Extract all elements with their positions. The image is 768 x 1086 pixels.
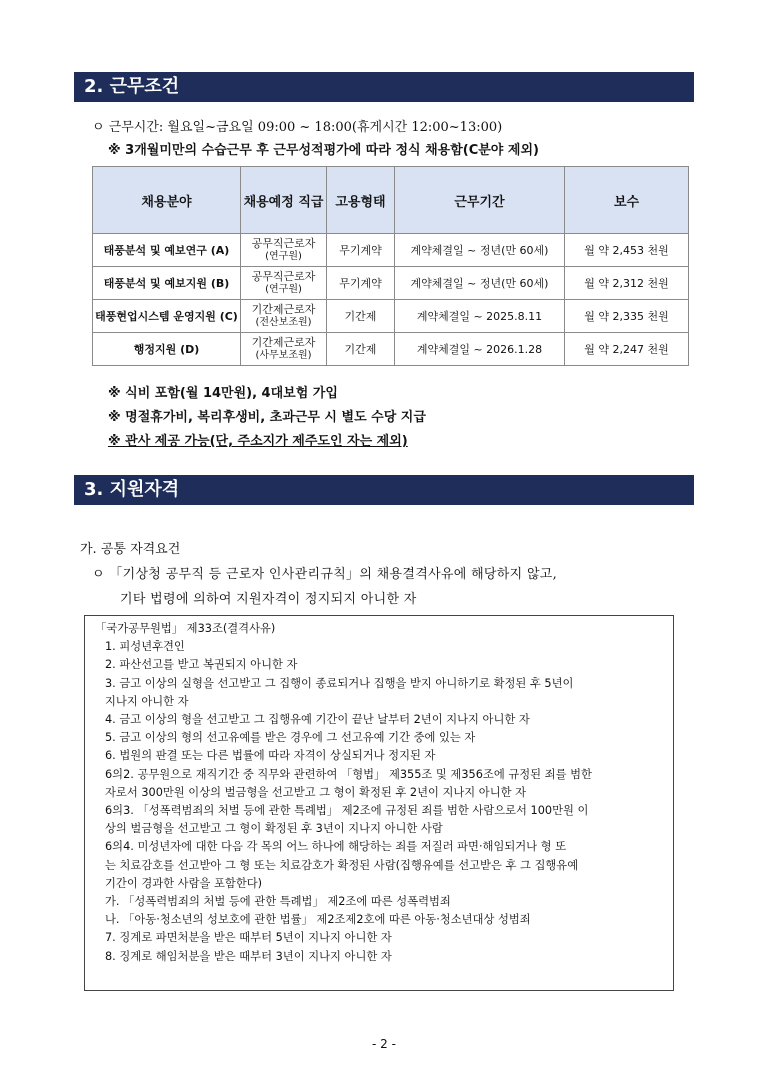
- clause-4: 4. 금고 이상의 형을 선고받고 그 집행유예 기간이 끝난 날부터 2년이 지나지 아니한 자: [105, 713, 530, 727]
- note-meal: ※ 식비 포함(월 14만원), 4대보험 가입: [108, 386, 338, 401]
- cell-grade: [241, 300, 327, 333]
- cell-field: 태풍분석 및 예보지원 (B): [93, 267, 241, 300]
- clause-6: 6. 법원의 판결 또는 다른 법률에 따라 자격이 상실되거나 정지된 자: [105, 749, 436, 763]
- grade-text: 기간제근로자: [251, 336, 316, 349]
- cell-pay: 월 약 2,312 천원: [565, 267, 689, 300]
- cell-period: 계약체결일 ~ 정년(만 60세): [395, 267, 565, 300]
- clause-6-4-na: 나. 「아동·청소년의 성보호에 관한 법률」 제2조제2호에 따른 아동·청소년대상 성범죄: [105, 913, 531, 927]
- clause-1: 1. 피성년후견인: [105, 640, 185, 654]
- cell-type: 기간제: [327, 300, 395, 333]
- requirement-line-1: ㅇ 「기상청 공무직 등 근로자 인사관리규칙」의 채용결격사유에 해당하지 않고,: [92, 567, 558, 582]
- common-requirements-title: 가. 공통 자격요건: [80, 542, 181, 557]
- cell-grade: [241, 333, 327, 366]
- cell-type: 기간제: [327, 333, 395, 366]
- section-2-header: 2. 근무조건: [74, 72, 694, 102]
- clause-6-4-cont: 는 치료감호를 선고받아 그 형 또는 치료감호가 확정된 사람(집행유예를 선고받은 후 그 집행유예: [105, 858, 579, 872]
- clause-8: 8. 징계로 해임처분을 받은 때부터 3년이 지나지 아니한 자: [105, 949, 392, 963]
- cell-period: 계약체결일 ~ 2025.8.11: [395, 300, 565, 333]
- page-number: - 2 -: [372, 1037, 396, 1051]
- clause-6-2: 6의2. 공무원으로 재직기간 중 직무와 관련하여 「형법」 제355조 및 제356조에 규정된 죄를 범한: [105, 767, 592, 781]
- requirement-line-2: 기타 법령에 의하여 지원자격이 정지되지 아니한 자: [120, 592, 417, 607]
- note-allowance: ※ 명절휴가비, 복리후생비, 초과근무 시 별도 수당 지급: [108, 410, 426, 425]
- clause-6-3-cont: 상의 벌금형을 선고받고 그 형이 확정된 후 3년이 지나지 아니한 사람: [105, 822, 443, 836]
- cell-field: 행정지원 (D): [93, 333, 241, 366]
- table-header-row: [93, 167, 689, 234]
- section-3-header: 3. 지원자격: [74, 475, 694, 505]
- clause-6-4-cont2: 기간이 경과한 사람을 포함한다): [105, 876, 263, 890]
- grade-sub: (연구원): [265, 251, 302, 262]
- cell-field: 태풍분석 및 예보연구 (A): [93, 234, 241, 267]
- table-row: [93, 333, 689, 366]
- clause-2: 2. 파산선고를 받고 복권되지 아니한 자: [105, 658, 298, 672]
- cell-type: 무기계약: [327, 267, 395, 300]
- cell-field: 태풍현업시스템 운영지원 (C): [93, 300, 241, 333]
- employment-table: [92, 166, 689, 366]
- table-row: [93, 267, 689, 300]
- grade-text: 공무직근로자: [251, 237, 316, 250]
- table-row: [93, 234, 689, 267]
- clause-7: 7. 징계로 파면처분을 받은 때부터 5년이 지나지 아니한 자: [105, 931, 392, 945]
- clause-6-4: 6의4. 미성년자에 대한 다음 각 목의 어느 하나에 해당하는 죄를 저질러 파면·해임되거나 형 또: [105, 840, 567, 854]
- work-hours: ㅇ 근무시간: 월요일~금요일 09:00 ~ 18:00(휴게시간 12:00~13:00): [92, 120, 503, 135]
- clause-6-4-ga: 가. 「성폭력범죄의 처벌 등에 관한 특례법」 제2조에 따른 성폭력범죄: [105, 895, 451, 909]
- grade-text: 기간제근로자: [251, 303, 316, 316]
- probation-note: ※ 3개월미만의 수습근무 후 근무성적평가에 따라 정식 채용함(C분야 제외): [108, 143, 539, 158]
- table-row: [93, 300, 689, 333]
- disqualification-box: [84, 615, 674, 991]
- grade-sub: (전산보조원): [255, 317, 312, 328]
- grade-sub: (사무보조원): [255, 350, 312, 361]
- header-grade: 채용예정 직급: [241, 167, 327, 234]
- cell-pay: 월 약 2,335 천원: [565, 300, 689, 333]
- cell-pay: 월 약 2,247 천원: [565, 333, 689, 366]
- header-pay: 보수: [565, 167, 689, 234]
- law-title: 「국가공무원법」 제33조(결격사유): [95, 622, 276, 635]
- cell-period: 계약체결일 ~ 2026.1.28: [395, 333, 565, 366]
- cell-period: 계약체결일 ~ 정년(만 60세): [395, 234, 565, 267]
- cell-pay: 월 약 2,453 천원: [565, 234, 689, 267]
- grade-text: 공무직근로자: [251, 270, 316, 283]
- clause-5: 5. 금고 이상의 형의 선고유예를 받은 경우에 그 선고유예 기간 중에 있는 자: [105, 731, 476, 745]
- cell-type: 무기계약: [327, 234, 395, 267]
- clause-3: 3. 금고 이상의 실형을 선고받고 그 집행이 종료되거나 집행을 받지 아니하기로 확정된 후 5년이: [105, 676, 574, 690]
- clause-3-cont: 지나지 아니한 자: [105, 694, 189, 708]
- clause-6-3: 6의3. 「성폭력범죄의 처벌 등에 관한 특례법」 제2조에 규정된 죄를 범한 사람으로서 100만원 이: [105, 804, 589, 818]
- header-period: 근무기간: [395, 167, 565, 234]
- header-field: 채용분야: [93, 167, 241, 234]
- header-type: 고용형태: [327, 167, 395, 234]
- clause-6-2-cont: 자로서 300만원 이상의 벌금형을 선고받고 그 형이 확정된 후 2년이 지나지 아니한 자: [105, 785, 527, 799]
- cell-grade: [241, 267, 327, 300]
- note-housing: ※ 관사 제공 가능(단, 주소지가 제주도인 자는 제외): [108, 434, 408, 449]
- cell-grade: [241, 234, 327, 267]
- grade-sub: (연구원): [265, 284, 302, 295]
